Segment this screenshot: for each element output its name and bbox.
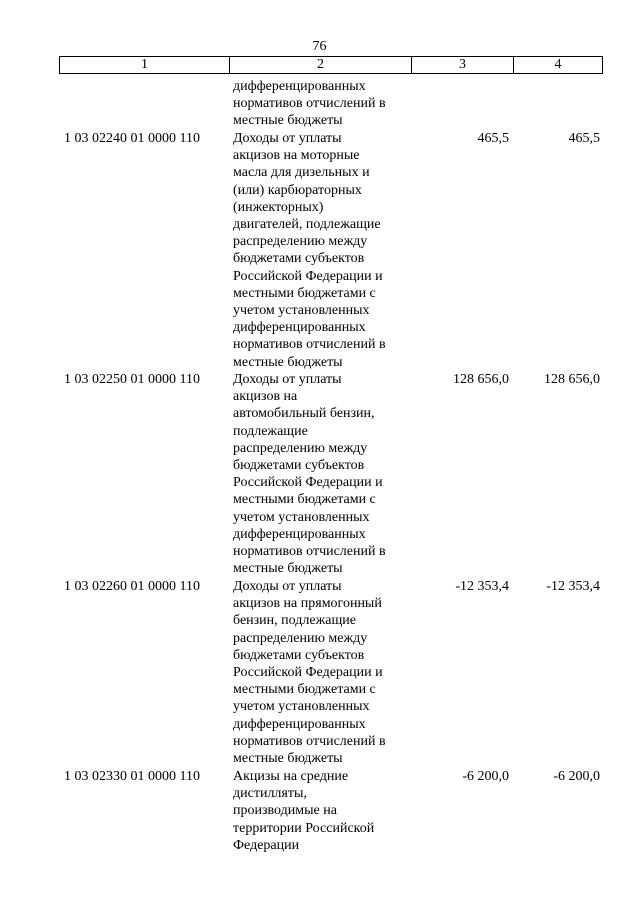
income-description: Доходы от уплаты акцизов на моторные масла для дизельных и (или) карбюраторных (инжекторных) двигателей, подлежащие распределению между бюджетами субъектов Российской Федерации и местными бюджетами с учетом установленных дифференцированных нормативов отчислений в местные бюджеты: [233, 131, 386, 370]
page-number: 76: [312, 39, 327, 54]
continued-text-from-previous-page: дифференцированных нормативов отчислений в местные бюджеты: [233, 79, 386, 129]
budget-classification-code: 1 03 02260 01 0000 110: [64, 579, 200, 594]
value-column-3: 465,5: [477, 131, 509, 146]
value-column-3: -12 353,4: [455, 579, 509, 594]
budget-classification-code: 1 03 02330 01 0000 110: [64, 769, 200, 784]
header-column-2: 2: [230, 57, 412, 73]
value-column-4: -6 200,0: [553, 769, 600, 784]
value-column-4: 128 656,0: [544, 372, 600, 387]
header-column-1: 1: [60, 57, 230, 73]
budget-classification-code: 1 03 02240 01 0000 110: [64, 131, 200, 146]
budget-classification-code: 1 03 02250 01 0000 110: [64, 372, 200, 387]
header-column-3: 3: [412, 57, 514, 73]
header-column-4: 4: [554, 57, 562, 72]
table-header-row: [59, 56, 603, 74]
value-column-4: -12 353,4: [546, 579, 600, 594]
income-description: Акцизы на средние дистилляты, производимые на территории Российской Федерации: [233, 769, 375, 853]
value-column-3: 128 656,0: [453, 372, 509, 387]
income-description: Доходы от уплаты акцизов на автомобильный бензин, подлежащие распределению между бюджетами субъектов Российской Федерации и местными бюджетами с учетом установленных дифференцированных нормативов отчислений в местные бюджеты: [233, 372, 386, 577]
income-description: Доходы от уплаты акцизов на прямогонный бензин, подлежащие распределению между бюджетами субъектов Российской Федерации и местными бюджетами с учетом установленных дифференцированных нормативов отчислений в местные бюджеты: [233, 579, 386, 767]
value-column-4: 465,5: [568, 131, 600, 146]
value-column-3: -6 200,0: [462, 769, 509, 784]
